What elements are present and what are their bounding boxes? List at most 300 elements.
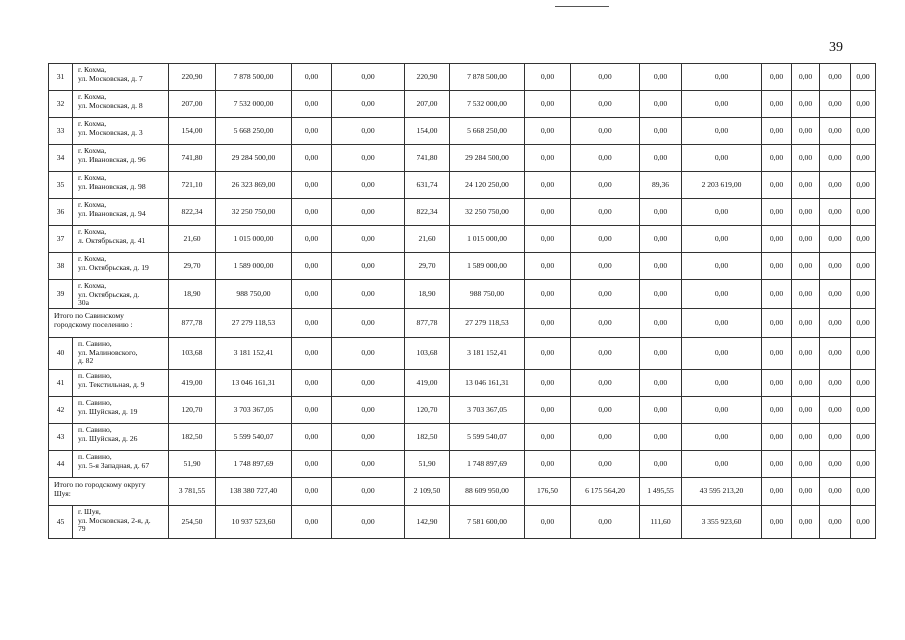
value-cell: 0,00 <box>682 397 762 424</box>
value-cell: 0,00 <box>640 145 682 172</box>
value-cell: 6 175 564,20 <box>571 478 640 506</box>
address-line: ул. Ивановская, д. 98 <box>78 181 146 191</box>
value-cell: 0,00 <box>792 226 820 253</box>
table-row <box>49 370 876 397</box>
row-number: 39 <box>49 280 73 309</box>
value-cell: 0,00 <box>682 199 762 226</box>
value-cell: 0,00 <box>682 226 762 253</box>
value-cell: 5 668 250,00 <box>216 118 292 145</box>
value-cell: 0,00 <box>332 451 405 478</box>
value-cell: 0,00 <box>332 397 405 424</box>
row-number: 44 <box>49 451 73 478</box>
value-cell: 0,00 <box>292 280 332 309</box>
value-cell: 3 355 923,60 <box>682 506 762 539</box>
value-cell: 0,00 <box>571 253 640 280</box>
row-number: 36 <box>49 199 73 226</box>
value-cell: 2 203 619,00 <box>682 172 762 199</box>
value-cell: 0,00 <box>820 424 851 451</box>
table-row <box>49 118 876 145</box>
value-cell: 29 284 500,00 <box>216 145 292 172</box>
value-cell: 29 284 500,00 <box>450 145 525 172</box>
value-cell: 0,00 <box>792 280 820 309</box>
value-cell: 0,00 <box>792 309 820 338</box>
value-cell: 0,00 <box>820 506 851 539</box>
value-cell: 0,00 <box>292 338 332 370</box>
address-line: г. Кохма, <box>78 173 107 182</box>
value-cell: 0,00 <box>571 226 640 253</box>
value-cell: 0,00 <box>851 424 876 451</box>
value-cell: 0,00 <box>332 478 405 506</box>
row-number: 38 <box>49 253 73 280</box>
value-cell: 3 703 367,05 <box>450 397 525 424</box>
address-cell <box>73 64 169 91</box>
value-cell: 0,00 <box>640 64 682 91</box>
value-cell: 0,00 <box>762 397 792 424</box>
row-number: 41 <box>49 370 73 397</box>
address-line: ул. Ивановская, д. 94 <box>78 208 146 218</box>
value-cell: 21,60 <box>405 226 450 253</box>
value-cell: 0,00 <box>762 199 792 226</box>
value-cell: 0,00 <box>292 309 332 338</box>
value-cell: 0,00 <box>820 199 851 226</box>
value-cell: 10 937 523,60 <box>216 506 292 539</box>
value-cell: 0,00 <box>571 451 640 478</box>
value-cell: 0,00 <box>332 145 405 172</box>
value-cell: 0,00 <box>820 64 851 91</box>
value-cell: 0,00 <box>820 226 851 253</box>
value-cell: 0,00 <box>332 338 405 370</box>
value-cell: 32 250 750,00 <box>450 199 525 226</box>
value-cell: 21,60 <box>169 226 216 253</box>
address-line: п. Савино, <box>78 371 112 380</box>
value-cell: 13 046 161,31 <box>450 370 525 397</box>
value-cell: 988 750,00 <box>216 280 292 309</box>
value-cell: 0,00 <box>851 338 876 370</box>
value-cell: 13 046 161,31 <box>216 370 292 397</box>
value-cell: 0,00 <box>762 478 792 506</box>
table-row <box>49 338 876 370</box>
address-line: г. Кохма, <box>78 281 107 290</box>
value-cell: 0,00 <box>682 91 762 118</box>
value-cell: 822,34 <box>405 199 450 226</box>
value-cell: 0,00 <box>851 370 876 397</box>
value-cell: 0,00 <box>332 424 405 451</box>
row-number: 32 <box>49 91 73 118</box>
value-cell: 0,00 <box>792 118 820 145</box>
value-cell: 0,00 <box>571 91 640 118</box>
value-cell: 0,00 <box>792 370 820 397</box>
address-line: ул. Октябрьская, д. 19 <box>78 262 149 272</box>
value-cell: 0,00 <box>640 199 682 226</box>
value-cell: 29,70 <box>169 253 216 280</box>
subtotal-row <box>49 478 876 506</box>
address-line: д. 82 <box>78 356 94 365</box>
address-line: г. Кохма, <box>78 65 107 74</box>
value-cell: 0,00 <box>292 172 332 199</box>
top-rule <box>555 6 609 7</box>
table-row <box>49 64 876 91</box>
value-cell: 220,90 <box>405 64 450 91</box>
value-cell: 721,10 <box>169 172 216 199</box>
value-cell: 0,00 <box>640 397 682 424</box>
value-cell: 0,00 <box>820 370 851 397</box>
value-cell: 32 250 750,00 <box>216 199 292 226</box>
address-cell <box>73 226 169 253</box>
value-cell: 120,70 <box>405 397 450 424</box>
table-row <box>49 145 876 172</box>
value-cell: 0,00 <box>571 199 640 226</box>
value-cell: 89,36 <box>640 172 682 199</box>
value-cell: 0,00 <box>292 199 332 226</box>
address-cell <box>73 370 169 397</box>
value-cell: 0,00 <box>525 226 571 253</box>
value-cell: 0,00 <box>332 199 405 226</box>
value-cell: 0,00 <box>525 118 571 145</box>
value-cell: 0,00 <box>792 397 820 424</box>
value-cell: 176,50 <box>525 478 571 506</box>
value-cell: 0,00 <box>762 506 792 539</box>
value-cell: 0,00 <box>292 370 332 397</box>
value-cell: 0,00 <box>682 64 762 91</box>
value-cell: 0,00 <box>851 64 876 91</box>
value-cell: 419,00 <box>169 370 216 397</box>
value-cell: 419,00 <box>405 370 450 397</box>
address-cell <box>73 424 169 451</box>
subtotal-label <box>49 478 169 506</box>
value-cell: 0,00 <box>820 118 851 145</box>
value-cell: 0,00 <box>640 424 682 451</box>
value-cell: 0,00 <box>792 506 820 539</box>
address-cell <box>73 199 169 226</box>
value-cell: 0,00 <box>640 118 682 145</box>
value-cell: 254,50 <box>169 506 216 539</box>
row-number: 37 <box>49 226 73 253</box>
value-cell: 0,00 <box>571 64 640 91</box>
value-cell: 1 589 000,00 <box>216 253 292 280</box>
value-cell: 0,00 <box>820 451 851 478</box>
address-line: л. Октябрьская, д. 41 <box>78 235 146 245</box>
value-cell: 1 589 000,00 <box>450 253 525 280</box>
value-cell: 154,00 <box>405 118 450 145</box>
value-cell: 1 495,55 <box>640 478 682 506</box>
value-cell: 0,00 <box>851 451 876 478</box>
subtotal-row <box>49 309 876 338</box>
value-cell: 0,00 <box>820 172 851 199</box>
value-cell: 0,00 <box>682 370 762 397</box>
value-cell: 0,00 <box>292 226 332 253</box>
value-cell: 18,90 <box>405 280 450 309</box>
row-number: 40 <box>49 338 73 370</box>
value-cell: 0,00 <box>792 338 820 370</box>
value-cell: 0,00 <box>762 145 792 172</box>
value-cell: 631,74 <box>405 172 450 199</box>
value-cell: 0,00 <box>525 338 571 370</box>
value-cell: 0,00 <box>851 506 876 539</box>
address-cell <box>73 451 169 478</box>
value-cell: 0,00 <box>571 370 640 397</box>
value-cell: 0,00 <box>332 253 405 280</box>
subtotal-label-line: Шуя: <box>54 488 71 498</box>
value-cell: 0,00 <box>682 253 762 280</box>
value-cell: 0,00 <box>762 280 792 309</box>
value-cell: 138 380 727,40 <box>216 478 292 506</box>
value-cell: 0,00 <box>820 338 851 370</box>
value-cell: 0,00 <box>525 253 571 280</box>
value-cell: 7 532 000,00 <box>450 91 525 118</box>
row-number: 31 <box>49 64 73 91</box>
value-cell: 0,00 <box>292 91 332 118</box>
address-line: 30а <box>78 298 89 307</box>
address-line: ул. Московская, д. 8 <box>78 100 143 110</box>
value-cell: 103,68 <box>405 338 450 370</box>
value-cell: 0,00 <box>762 64 792 91</box>
value-cell: 3 781,55 <box>169 478 216 506</box>
value-cell: 0,00 <box>851 91 876 118</box>
value-cell: 0,00 <box>820 478 851 506</box>
value-cell: 0,00 <box>792 424 820 451</box>
value-cell: 0,00 <box>682 338 762 370</box>
value-cell: 0,00 <box>292 253 332 280</box>
value-cell: 220,90 <box>169 64 216 91</box>
value-cell: 0,00 <box>571 309 640 338</box>
value-cell: 0,00 <box>332 280 405 309</box>
value-cell: 0,00 <box>762 253 792 280</box>
value-cell: 0,00 <box>762 172 792 199</box>
address-line: п. Савино, <box>78 425 112 434</box>
value-cell: 0,00 <box>571 338 640 370</box>
value-cell: 0,00 <box>762 370 792 397</box>
value-cell: 0,00 <box>525 424 571 451</box>
row-number: 35 <box>49 172 73 199</box>
value-cell: 18,90 <box>169 280 216 309</box>
value-cell: 0,00 <box>571 145 640 172</box>
table-row <box>49 199 876 226</box>
value-cell: 0,00 <box>792 451 820 478</box>
value-cell: 0,00 <box>332 506 405 539</box>
subtotal-label-line: городскому поселению : <box>54 319 133 329</box>
subtotal-label-line: Итого по городскому округу <box>54 480 146 489</box>
value-cell: 0,00 <box>851 172 876 199</box>
value-cell: 0,00 <box>640 91 682 118</box>
value-cell: 120,70 <box>169 397 216 424</box>
value-cell: 7 581 600,00 <box>450 506 525 539</box>
table-row <box>49 424 876 451</box>
value-cell: 0,00 <box>292 118 332 145</box>
value-cell: 0,00 <box>640 280 682 309</box>
value-cell: 3 703 367,05 <box>216 397 292 424</box>
value-cell: 0,00 <box>292 424 332 451</box>
value-cell: 0,00 <box>332 226 405 253</box>
value-cell: 0,00 <box>525 172 571 199</box>
value-cell: 0,00 <box>762 91 792 118</box>
value-cell: 24 120 250,00 <box>450 172 525 199</box>
value-cell: 877,78 <box>405 309 450 338</box>
subtotal-label-line: Итого по Савинскому <box>54 311 124 320</box>
address-line: ул. Московская, д. 3 <box>78 127 143 137</box>
address-cell <box>73 145 169 172</box>
row-number: 33 <box>49 118 73 145</box>
table-row <box>49 280 876 309</box>
address-line: п. Савино, <box>78 339 112 348</box>
value-cell: 0,00 <box>640 451 682 478</box>
value-cell: 0,00 <box>762 451 792 478</box>
value-cell: 3 181 152,41 <box>450 338 525 370</box>
address-line: ул. Малиновского, <box>78 347 138 357</box>
value-cell: 0,00 <box>792 199 820 226</box>
address-line: 79 <box>78 524 86 533</box>
page-number: 39 <box>829 40 843 55</box>
value-cell: 0,00 <box>792 478 820 506</box>
value-cell: 0,00 <box>640 309 682 338</box>
address-line: ул. Московская, д. 7 <box>78 73 143 83</box>
address-cell <box>73 338 169 370</box>
value-cell: 142,90 <box>405 506 450 539</box>
row-number: 45 <box>49 506 73 539</box>
value-cell: 0,00 <box>332 118 405 145</box>
address-line: г. Шуя, <box>78 507 101 516</box>
value-cell: 5 668 250,00 <box>450 118 525 145</box>
value-cell: 207,00 <box>405 91 450 118</box>
value-cell: 0,00 <box>682 309 762 338</box>
value-cell: 0,00 <box>820 253 851 280</box>
value-cell: 1 748 897,69 <box>216 451 292 478</box>
value-cell: 1 748 897,69 <box>450 451 525 478</box>
value-cell: 0,00 <box>640 253 682 280</box>
value-cell: 0,00 <box>851 280 876 309</box>
address-line: г. Кохма, <box>78 227 107 236</box>
value-cell: 0,00 <box>332 370 405 397</box>
table-row <box>49 172 876 199</box>
value-cell: 0,00 <box>851 199 876 226</box>
row-number: 42 <box>49 397 73 424</box>
value-cell: 0,00 <box>792 91 820 118</box>
value-cell: 0,00 <box>762 309 792 338</box>
row-number: 34 <box>49 145 73 172</box>
value-cell: 0,00 <box>525 280 571 309</box>
address-cell <box>73 253 169 280</box>
value-cell: 7 532 000,00 <box>216 91 292 118</box>
value-cell: 0,00 <box>682 451 762 478</box>
value-cell: 26 323 869,00 <box>216 172 292 199</box>
row-number: 43 <box>49 424 73 451</box>
value-cell: 0,00 <box>571 506 640 539</box>
value-cell: 0,00 <box>851 478 876 506</box>
value-cell: 0,00 <box>525 199 571 226</box>
address-cell <box>73 118 169 145</box>
value-cell: 0,00 <box>332 91 405 118</box>
address-cell <box>73 91 169 118</box>
address-line: ул. Шуйская, д. 26 <box>78 433 138 443</box>
value-cell: 0,00 <box>525 64 571 91</box>
address-line: г. Кохма, <box>78 200 107 209</box>
value-cell: 0,00 <box>682 145 762 172</box>
value-cell: 0,00 <box>292 478 332 506</box>
table-row <box>49 451 876 478</box>
address-line: ул. Московская, 2-я, д. <box>78 515 151 525</box>
value-cell: 0,00 <box>820 309 851 338</box>
value-cell: 0,00 <box>820 280 851 309</box>
value-cell: 0,00 <box>571 424 640 451</box>
value-cell: 0,00 <box>571 118 640 145</box>
value-cell: 0,00 <box>525 91 571 118</box>
value-cell: 0,00 <box>525 145 571 172</box>
value-cell: 0,00 <box>525 397 571 424</box>
value-cell: 0,00 <box>792 64 820 91</box>
value-cell: 0,00 <box>792 253 820 280</box>
address-line: п. Савино, <box>78 452 112 461</box>
data-table <box>48 63 876 539</box>
value-cell: 741,80 <box>405 145 450 172</box>
value-cell: 103,68 <box>169 338 216 370</box>
value-cell: 0,00 <box>640 370 682 397</box>
value-cell: 0,00 <box>525 370 571 397</box>
address-cell <box>73 397 169 424</box>
address-line: г. Кохма, <box>78 254 107 263</box>
value-cell: 0,00 <box>792 145 820 172</box>
value-cell: 0,00 <box>682 280 762 309</box>
value-cell: 0,00 <box>292 397 332 424</box>
value-cell: 51,90 <box>405 451 450 478</box>
value-cell: 0,00 <box>792 172 820 199</box>
value-cell: 0,00 <box>292 64 332 91</box>
value-cell: 0,00 <box>851 397 876 424</box>
value-cell: 2 109,50 <box>405 478 450 506</box>
value-cell: 182,50 <box>405 424 450 451</box>
table-row <box>49 253 876 280</box>
address-line: ул. Шуйская, д. 19 <box>78 406 138 416</box>
value-cell: 1 015 000,00 <box>450 226 525 253</box>
value-cell: 0,00 <box>851 145 876 172</box>
value-cell: 7 878 500,00 <box>216 64 292 91</box>
table-row <box>49 91 876 118</box>
value-cell: 0,00 <box>640 338 682 370</box>
value-cell: 0,00 <box>571 397 640 424</box>
value-cell: 0,00 <box>851 309 876 338</box>
value-cell: 51,90 <box>169 451 216 478</box>
value-cell: 154,00 <box>169 118 216 145</box>
table-row <box>49 226 876 253</box>
value-cell: 988 750,00 <box>450 280 525 309</box>
value-cell: 207,00 <box>169 91 216 118</box>
address-line: п. Савино, <box>78 398 112 407</box>
value-cell: 5 599 540,07 <box>216 424 292 451</box>
value-cell: 0,00 <box>332 64 405 91</box>
address-line: ул. Ивановская, д. 96 <box>78 154 146 164</box>
value-cell: 43 595 213,20 <box>682 478 762 506</box>
value-cell: 27 279 118,53 <box>216 309 292 338</box>
value-cell: 29,70 <box>405 253 450 280</box>
value-cell: 0,00 <box>682 424 762 451</box>
value-cell: 0,00 <box>820 145 851 172</box>
subtotal-label <box>49 309 169 338</box>
address-line: г. Кохма, <box>78 119 107 128</box>
value-cell: 7 878 500,00 <box>450 64 525 91</box>
value-cell: 0,00 <box>851 253 876 280</box>
value-cell: 0,00 <box>571 172 640 199</box>
value-cell: 0,00 <box>820 397 851 424</box>
address-line: г. Кохма, <box>78 92 107 101</box>
address-cell <box>73 280 169 309</box>
value-cell: 0,00 <box>762 424 792 451</box>
value-cell: 0,00 <box>292 506 332 539</box>
value-cell: 0,00 <box>332 172 405 199</box>
value-cell: 1 015 000,00 <box>216 226 292 253</box>
value-cell: 0,00 <box>640 226 682 253</box>
value-cell: 27 279 118,53 <box>450 309 525 338</box>
value-cell: 0,00 <box>682 118 762 145</box>
address-line: ул. Текстильная, д. 9 <box>78 379 145 389</box>
value-cell: 0,00 <box>762 118 792 145</box>
